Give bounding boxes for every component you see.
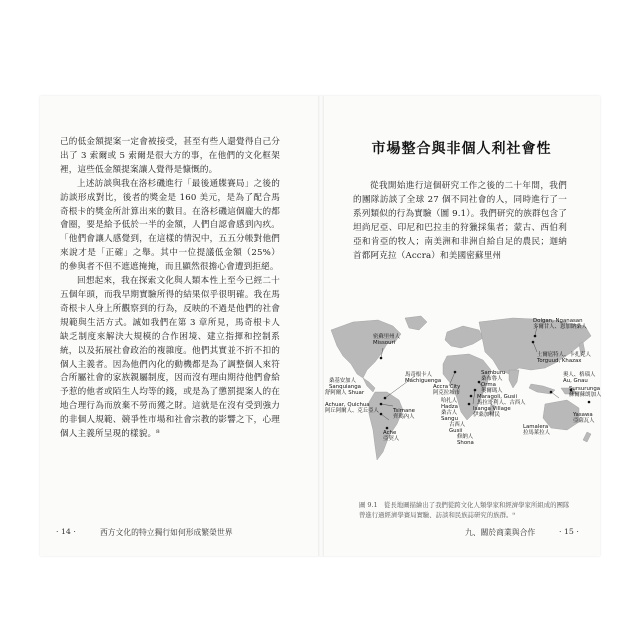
map-label-hadza: 哈扎人 Hadza	[441, 398, 458, 411]
right-page	[323, 96, 600, 556]
left-body-text	[60, 136, 280, 442]
map-label-orma: Orma 奧爾瑪人	[481, 382, 503, 395]
right-folio: · 15 ·	[559, 527, 579, 536]
map-label-dolgan: Dolgan, Nganasan 多爾甘人、恩加納桑人	[533, 318, 587, 331]
left-paragraph-2: 上述訪談與我在洛杉磯進行「最後通牒賽局」之後的訪談形成對比，後者的獎金是 160 美元，是為了配合馬奇根卡的獎金所計算出來的數目。在洛杉磯這個龐大的都會圈，要是給予低於一半的金額，人們自認會感到內疚。「他們會讓人感覺到，在這樣的情況中，五五分帳對他們來說才是「正確」之舉。其中一位提議低金額（25%）的參與者不但不遮遮掩掩，而且顯然很擔心會遭到拒絕。	[60, 178, 280, 273]
map-label-isanga: Isanga Village 伊桑加村民	[473, 406, 511, 419]
map-label-sangu: 桑古人 Sangu	[441, 410, 458, 423]
map-label-au-gnau: 奧人、格瑙人 Au, Gnau	[563, 372, 596, 385]
figure-caption: 圖 9.1 從長地圖描繪出了我們從跨文化人類學家和經濟學家所組成的團隊曾進行過經濟學賽局實驗、訪談和民族誌研究的族群。⁹	[359, 501, 570, 519]
left-running-title: 西方文化的特立獨行如何形成繁榮世界	[100, 528, 233, 537]
world-map-figure	[323, 312, 600, 492]
left-paragraph-3: 回想起來，我在探索文化與人類本性上至今已經二十五個年頭，而我早期實驗所得的結果似乎很明確。我在馬奇根卡人身上所觀察到的行為，反映的不過是他們的社會規範與生活方式。誠如我們在第 3 章所見，馬奇根卡人缺乏制度來解決大規模的合作困境、建立指揮和控制系統，以及拓展社會政治的複雜度。他們其實並不折不扣的個人主義者。因為他們內化的動機都是為了調整個人來符合所屬社會的家族親屬制度，因而沒有理由期待他們會給予惹的他者或陌生人均等的錢，或是為了懲罰提案人的在地合理行為而放棄不勞而獲之財。這就是在沒有受到強力的非個人規範、競爭性市場和社會宗教的影響之下，心理個人主義所呈現的樣貌。⁸	[60, 276, 280, 440]
map-label-torguud: 土爾扈特人、卡扎克人 Torguud, Khazax	[537, 352, 591, 365]
north-america-shape	[331, 320, 401, 378]
europe-shape	[445, 326, 483, 348]
india-shape	[509, 370, 519, 388]
map-label-shona: 修納人 Shona	[457, 434, 474, 447]
left-page	[40, 96, 319, 556]
map-label-samburu: Samburu 桑布魯人	[481, 370, 506, 383]
map-label-achuar: Achuar, Quichua 阿丘阿爾人、克丘亞人	[325, 402, 379, 415]
right-body-text	[353, 180, 567, 263]
map-label-ache: Ache 亞契人	[383, 430, 400, 443]
map-label-tsimane: Tsimane 齊瑪內人	[393, 408, 415, 421]
map-label-sanquianga: 桑基安加人 Sanquianga	[329, 378, 361, 391]
map-label-shuar: 舒阿爾人 Shuar	[325, 390, 365, 396]
central-america-shape	[363, 378, 375, 392]
new-zealand-shape	[583, 432, 591, 442]
left-paragraph-1: 己的低金額提案一定會被接受，甚至有些人還覺得自己分出了 3 索爾或 5 索爾是很大方的事，在他們的文化框架裡，這些低金額提案讓人覺得是慷慨的。	[60, 137, 280, 175]
map-label-gusii: 古西人 Gusii	[449, 422, 466, 435]
map-label-machiguenga: 馬奇根卡人 Machiguenga	[405, 372, 442, 385]
left-folio: · 14 ·	[56, 527, 76, 536]
greenland-shape	[405, 316, 427, 330]
right-running-title: 九、關於商業與合作	[465, 528, 536, 537]
map-label-lamalera: Lamalera 拉馬萊拉人	[523, 424, 550, 437]
map-label-sursurunga: Sursurunga 蘇爾蘇朗加人	[569, 386, 602, 399]
map-label-missouri: 密蘇里州人 Missouri	[373, 334, 400, 347]
map-label-accra: Accra City 阿克拉城市	[433, 384, 461, 397]
section-title: 市場整合與非個人利社會性	[371, 141, 552, 157]
right-paragraph-1: 從我開始進行這個研究工作之後的二十年間，我們的團隊訪談了全球 27 個不同社會的人，同時進行了一系列類似的行為實驗（圖 9.1）。我們研究的族群包含了坦尚尼亞、印尼和巴拉圭的狩獵採集者；蒙古、西伯利亞和肯亞的牧人；南美洲和非洲自給自足的農民；迦納首都阿克拉（Accra）和美國密蘇里州	[353, 181, 567, 261]
book-spread	[40, 96, 600, 556]
map-label-yasawa: Yasawa 亞薩瓦人	[573, 412, 595, 425]
map-label-maragoli: Maragoli, Gusii 馬拉哥利人、古西人	[477, 394, 526, 407]
